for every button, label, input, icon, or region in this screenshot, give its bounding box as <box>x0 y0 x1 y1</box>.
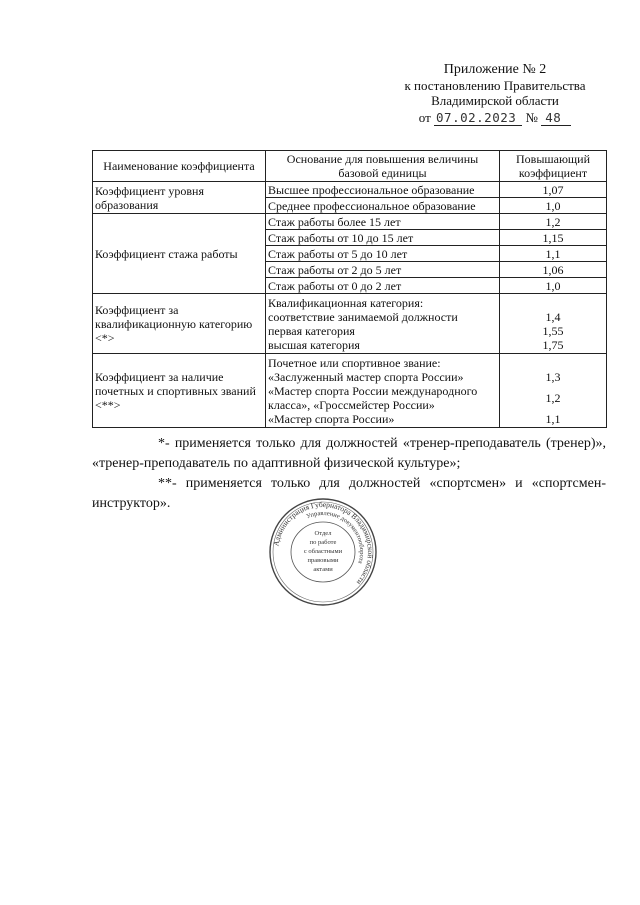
qualification-coef-name: Коэффициент за квалификационную категорию <*> <box>93 294 266 354</box>
footnote-2: **- применяется только для должностей «спортсмен» и «спортсмен-инструктор». <box>92 476 606 511</box>
titles-coef-name: Коэффициент за наличие почетных и спортивных званий <**> <box>93 354 266 428</box>
qualification-value: 1,75 <box>542 337 564 352</box>
titles-item: «Мастер спорта России» <box>268 411 395 426</box>
titles-item: «Мастер спорта России международного <box>268 383 478 398</box>
stamp-middle-text: Управление документооборота <box>305 509 366 565</box>
appendix-title: Приложение № 2 <box>443 62 547 77</box>
titles-value: 1,2 <box>545 390 561 405</box>
titles-item: класса», «Гроссмейстер России» <box>268 397 435 412</box>
stamp-center-line: Отдел <box>314 530 332 537</box>
titles-values <box>500 354 607 428</box>
official-stamp <box>258 497 388 607</box>
experience-basis: Стаж работы от 0 до 2 лет <box>266 278 500 294</box>
appendix-header <box>390 62 600 126</box>
table-row <box>93 182 607 198</box>
qualification-values <box>500 294 607 354</box>
number-label: № <box>525 109 538 125</box>
titles-intro: Почетное или спортивное звание: <box>268 355 441 370</box>
qualification-basis <box>266 294 500 354</box>
header-basis: Основание для повышения величины базовой единицы <box>266 151 500 182</box>
coefficients-table <box>92 150 607 428</box>
footnote-1: *- применяется только для должностей «тренер-преподаватель (тренер)», «тренер-преподаватель по адаптивной физической культуре»; <box>92 436 606 471</box>
education-value: 1,0 <box>500 198 607 214</box>
stamp-seal <box>258 497 388 607</box>
appendix-date-line <box>390 110 600 126</box>
from-label: от <box>418 109 431 125</box>
table-row <box>93 294 607 354</box>
qualification-value: 1,55 <box>542 323 564 338</box>
stamp-center-line: с областными <box>303 548 343 555</box>
experience-value: 1,1 <box>500 246 607 262</box>
titles-item: «Заслуженный мастер спорта России» <box>268 369 464 384</box>
header-name: Наименование коэффициента <box>93 151 266 182</box>
education-value: 1,07 <box>500 182 607 198</box>
stamp-center-line: актами <box>313 566 333 573</box>
experience-basis: Стаж работы от 2 до 5 лет <box>266 262 500 278</box>
qualification-value: 1,4 <box>545 309 561 324</box>
table-header-row <box>93 151 607 182</box>
stamp-center-line: правовыми <box>307 557 339 564</box>
experience-basis: Стаж работы от 10 до 15 лет <box>266 230 500 246</box>
experience-coef-name: Коэффициент стажа работы <box>93 214 266 294</box>
titles-value: 1,1 <box>545 411 561 426</box>
titles-basis <box>266 354 500 428</box>
titles-value: 1,3 <box>545 369 561 384</box>
education-coef-name: Коэффициент уровня образования <box>93 182 266 214</box>
stamp-outer-text: Администрация Губернатора Владимирской области <box>271 499 376 587</box>
appendix-line-2: Владимирской области <box>431 93 559 108</box>
table-row <box>93 354 607 428</box>
experience-value: 1,15 <box>500 230 607 246</box>
qualification-item: высшая категория <box>268 337 360 352</box>
resolution-number: 48 <box>541 111 571 126</box>
table-row <box>93 214 607 230</box>
header-coef: Повышающий коэффициент <box>500 151 607 182</box>
experience-basis: Стаж работы более 15 лет <box>266 214 500 230</box>
qualification-item: первая категория <box>268 323 355 338</box>
appendix-line-1: к постановлению Правительства <box>404 77 586 93</box>
education-basis: Высшее профессиональное образование <box>266 182 500 198</box>
education-basis: Среднее профессиональное образование <box>266 198 500 214</box>
qualification-item: соответствие занимаемой должности <box>268 309 458 324</box>
experience-value: 1,2 <box>500 214 607 230</box>
experience-value: 1,06 <box>500 262 607 278</box>
experience-basis: Стаж работы от 5 до 10 лет <box>266 246 500 262</box>
stamp-center-line: по работе <box>309 539 337 546</box>
qualification-intro: Квалификационная категория: <box>268 295 424 310</box>
experience-value: 1,0 <box>500 278 607 294</box>
resolution-date: 07.02.2023 <box>434 111 522 126</box>
